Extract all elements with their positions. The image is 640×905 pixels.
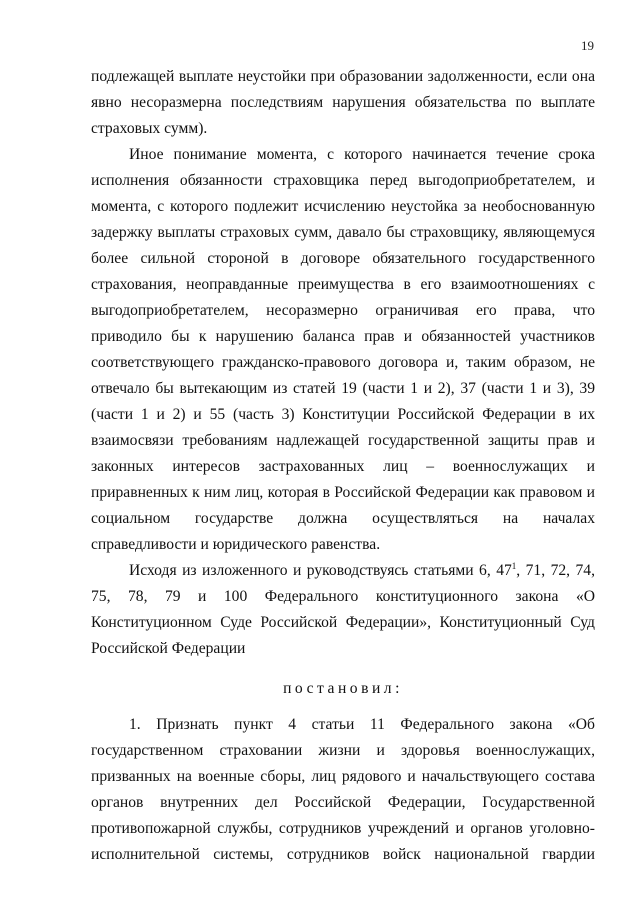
text-line: государственном страховании жизни и здоровья военнослужащих, xyxy=(91,742,595,759)
text-line: призванных на военные сборы, лиц рядового и начальствующего состава xyxy=(91,768,595,785)
text-line: приравненных к ним лиц, которая в Российской Федерации как правовом и xyxy=(91,484,595,501)
text-line: взаимосвязи требованиям надлежащей государственной защиты прав и xyxy=(91,432,595,449)
text-line: страхования, неоправданные преимущества в его взаимоотношениях с xyxy=(91,276,595,293)
text-line: явно несоразмерна последствиям нарушения обязательства по выплате xyxy=(91,94,595,111)
text-line: 75, 78, 79 и 100 Федерального конституционного закона «О xyxy=(91,588,595,605)
text-line: противопожарной службы, сотрудников учреждений и органов уголовно- xyxy=(91,820,595,837)
text-line: (части 1 и 2) и 55 (часть 3) Конституции Российской Федерации в их xyxy=(91,406,595,423)
text-line: исполнения обязанности страховщика перед выгодоприобретателем, и xyxy=(91,172,595,189)
text-fragment: Исходя из изложенного и руководствуясь статьями 6, 47 xyxy=(129,562,512,579)
page-number: 19 xyxy=(581,38,594,53)
superscript: 1 xyxy=(511,561,517,571)
paragraph-continuation xyxy=(91,64,595,142)
text-line: выгодоприобретателем, несоразмерно ограничивая его права, что xyxy=(91,302,595,319)
text-line: исполнительной системы, сотрудников войск национальной гвардии xyxy=(91,846,595,863)
text-line: приводило бы к нарушению баланса прав и обязанностей участников xyxy=(91,328,595,345)
paragraph-resolution-item-1 xyxy=(91,712,595,868)
text-line: Российской Федерации xyxy=(91,640,246,657)
text-line: органов внутренних дел Российской Федерации, Государственной xyxy=(91,794,595,811)
text-fragment: , 71, 72, 74, xyxy=(516,562,595,579)
text-line: социальном государстве должна осуществляться на началах xyxy=(91,510,595,527)
paragraph-legal-basis xyxy=(91,558,595,662)
resolution-heading: постановил: xyxy=(283,680,403,697)
text-line: справедливости и юридического равенства. xyxy=(91,536,381,553)
text-line: более сильной стороной в договоре обязательного государственного xyxy=(91,250,595,267)
text-line: подлежащей выплате неустойки при образовании задолженности, если она xyxy=(91,68,595,85)
text-line xyxy=(91,558,595,584)
text-line: страховых сумм). xyxy=(91,120,208,137)
text-line: Иное понимание момента, с которого начинается течение срока xyxy=(129,146,595,163)
paragraph-main-argument xyxy=(91,142,595,558)
text-line: соответствующего гражданско-правового договора и, таким образом, не xyxy=(91,354,595,371)
text-line: Конституционном Суде Российской Федерации», Конституционный Суд xyxy=(91,614,595,631)
text-line: момента, с которого подлежит исчислению неустойка за необоснованную xyxy=(91,198,595,215)
text-line: законных интересов застрахованных лиц – военнослужащих и xyxy=(91,458,595,475)
text-line: отвечало бы вытекающим из статей 19 (части 1 и 2), 37 (части 1 и 3), 39 xyxy=(91,380,595,397)
text-line: 1. Признать пункт 4 статьи 11 Федерального закона «Об xyxy=(129,716,595,733)
text-line: задержку выплаты страховых сумм, давало бы страховщику, являющемуся xyxy=(91,224,595,241)
